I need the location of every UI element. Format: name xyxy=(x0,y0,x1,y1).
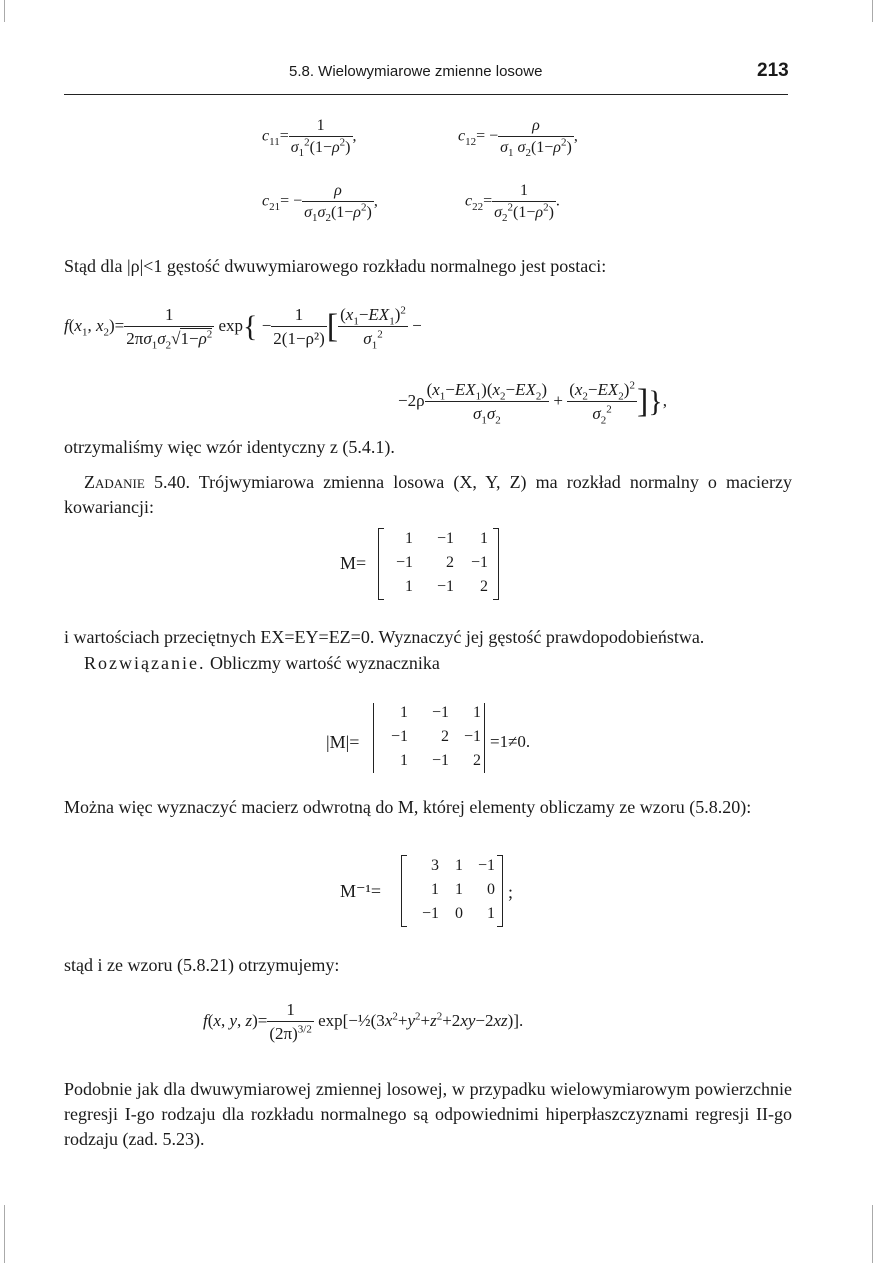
matrix-cell: −1 xyxy=(431,752,449,769)
matrix-cell: −1 xyxy=(436,530,454,547)
paragraph-regression: Podobnie jak dla dwuwymiarowej zmiennej losowej, w przypadku wielowymiarowym powierzchnie regresji I-go rodzaju dla rozkładu normalnego są odpowiednimi hiperpłaszczyznami regresji II-go rodzaju (zad. 5.23). xyxy=(64,1079,792,1149)
page-edge-mark xyxy=(4,0,5,22)
bracket-left xyxy=(401,855,407,927)
matrix-cell: 3 xyxy=(431,857,439,874)
matrix-cell: −1 xyxy=(477,857,495,874)
matrix-cell: 1 xyxy=(473,704,481,721)
bracket-right xyxy=(497,855,503,927)
matrix-cell: −1 xyxy=(463,728,481,745)
matrix-cell: −1 xyxy=(421,905,439,922)
matrix-cell: 1 xyxy=(431,881,439,898)
matrix-cell: −1 xyxy=(436,578,454,595)
matrix-cell: 0 xyxy=(455,905,463,922)
matrix-minv-suffix: ; xyxy=(508,882,514,902)
formula-c21: $c_{21}=$ − $\frac{\rho}{\sigma_1\sigma_2(1-\rho^2)}$ , xyxy=(262,182,378,225)
page-edge-mark xyxy=(4,1205,5,1263)
paragraph-result-intro: stąd i ze wzoru (5.8.21) otrzymujemy: xyxy=(64,955,340,975)
matrix-cell: 1 xyxy=(480,530,488,547)
matrix-cell: 1 xyxy=(487,905,495,922)
matrix-cell: 2 xyxy=(441,728,449,745)
formula-bivariate-density: $f(x_1$, $x_2)=$ $\frac{1}{2\pi\sigma_1\sigma_2√1-\rho^2}$ exp{ − $\frac{1}{\text{2(1−ρ²)}}$ [ $\frac{(x_1-EX_1)^2}{\sigma_1^2}$ − xyxy=(64,304,422,352)
matrix-cell: −1 xyxy=(431,704,449,721)
formula-c12: $c_{12}=$ − $\frac{\rho}{\sigma_1 \sigma_2(1-\rho^2)}$ , xyxy=(458,117,578,160)
page-edge-mark xyxy=(872,1205,873,1263)
header-rule xyxy=(64,94,788,95)
formula-bivariate-density-cont: −2ρ $\frac{(x_1-EX_1)(x_2-EX_2)}{\sigma_1\sigma_2}$ + $\frac{(x_2-EX_2)^2}{\sigma_2^2}$ ]}, xyxy=(398,379,667,427)
matrix-cell: 2 xyxy=(446,554,454,571)
paragraph-expected-values: i wartościach przeciętnych EX=EY=EZ=0. Wyznaczyć jej gęstość prawdopodobieństwa. xyxy=(64,627,705,647)
matrix-cell: −1 xyxy=(390,728,408,745)
matrix-cell: 1 xyxy=(405,578,413,595)
paragraph-identical-formula: otrzymaliśmy więc wzór identyczny z (5.4.1). xyxy=(64,437,395,457)
formula-c11: $c_{11}=$ $\frac{1}{\sigma_1^2(1-\rho^2)}$ , xyxy=(262,117,357,160)
solution-intro: Rozwiązanie. Obliczmy wartość wyznacznika xyxy=(84,653,440,673)
determinant-bar-right xyxy=(484,703,485,773)
matrix-cell: 1 xyxy=(455,881,463,898)
running-header: 5.8. Wielowymiarowe zmienne losowe xyxy=(289,63,543,80)
determinant-result: =1≠0. xyxy=(490,732,531,751)
page-number: 213 xyxy=(757,60,789,81)
bracket-right xyxy=(493,528,499,600)
matrix-cell: 1 xyxy=(400,704,408,721)
matrix-cell: 2 xyxy=(480,578,488,595)
exercise-5-40: Zadanie 5.40. Trójwymiarowa zmienna losowa (X, Y, Z) ma rozkład normalny o macierzy kowariancji: xyxy=(64,472,792,517)
matrix-minv-label: M⁻¹= xyxy=(340,881,382,901)
matrix-cell: −1 xyxy=(395,554,413,571)
matrix-cell: 2 xyxy=(473,752,481,769)
page-edge-mark xyxy=(872,0,873,22)
paragraph-inverse-intro: Można więc wyznaczyć macierz odwrotną do M, której elementy obliczamy ze wzoru (5.8.20): xyxy=(64,797,752,817)
formula-trivariate-density: f(x, y, z)= $\frac{1}{(2\pi)^{3/2}}$ $\exp[-\frac{1}{2}(3x^2+y^2+z^2+2xy-2xz)]$. xyxy=(203,1000,524,1043)
matrix-cell: −1 xyxy=(470,554,488,571)
matrix-cell: 1 xyxy=(400,752,408,769)
matrix-cell: 1 xyxy=(455,857,463,874)
paragraph-density-intro: Stąd dla |ρ|<1 gęstość dwuwymiarowego rozkładu normalnego jest postaci: xyxy=(64,256,607,276)
formula-c22: $c_{22}=$ $\frac{1}{\sigma_2^2(1-\rho^2)}$ . xyxy=(465,182,560,225)
determinant-label: |M|= xyxy=(326,732,360,752)
matrix-cell: 1 xyxy=(405,530,413,547)
determinant-bar-left xyxy=(373,703,374,773)
matrix-m-label: M= xyxy=(340,553,367,573)
matrix-cell: 0 xyxy=(487,881,495,898)
